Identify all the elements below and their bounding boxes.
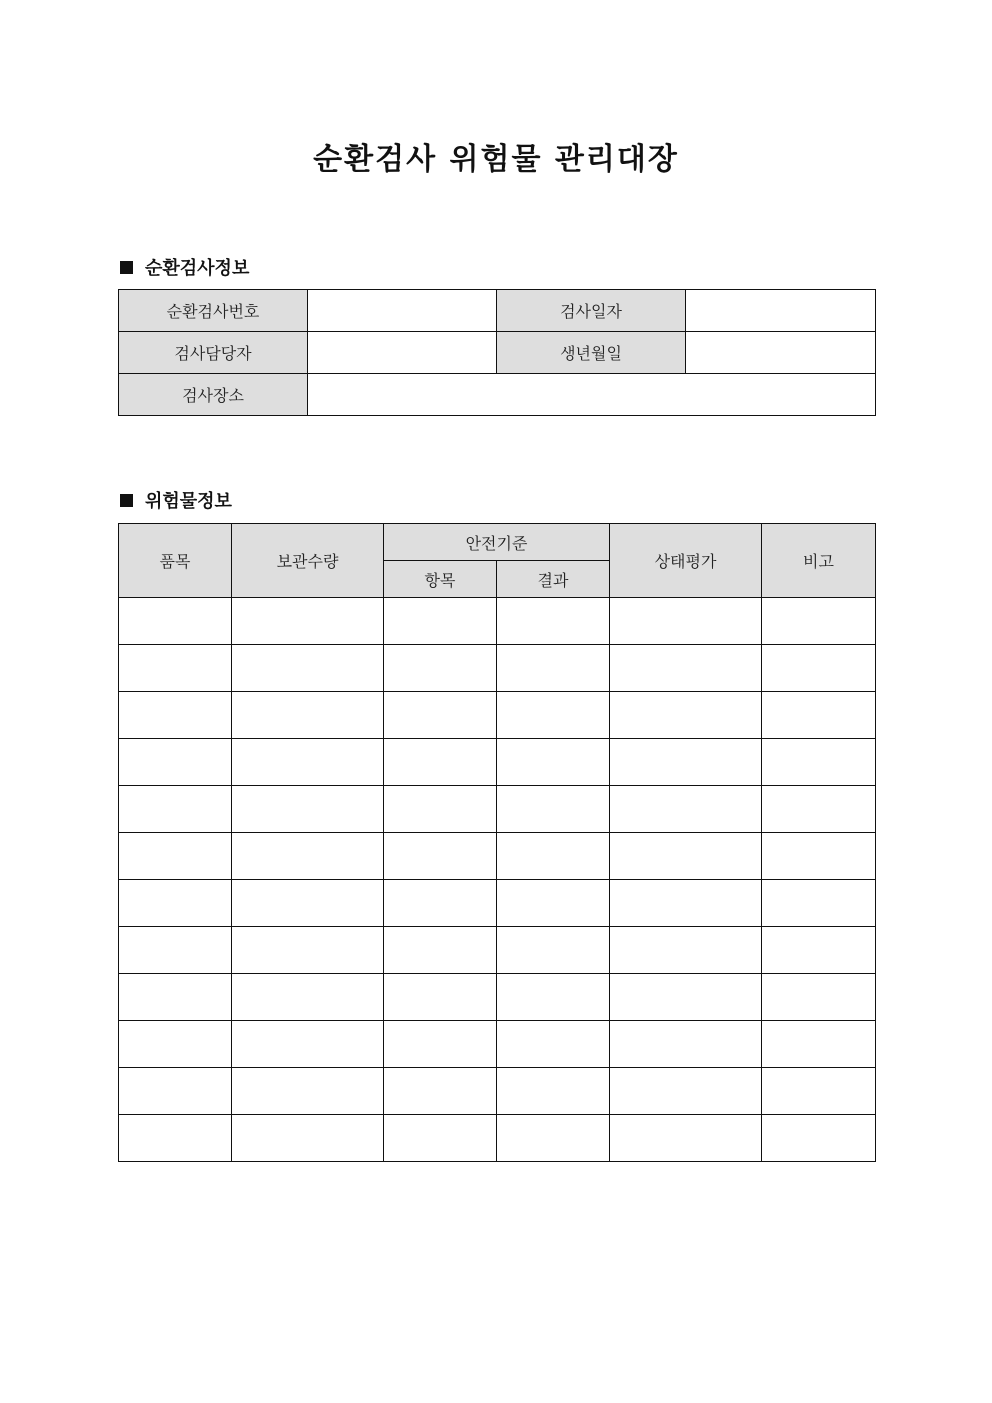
hazard-table-body — [119, 598, 876, 1162]
square-bullet-icon — [120, 494, 133, 507]
standard-item-cell[interactable] — [384, 645, 497, 692]
inspection-date-field[interactable] — [686, 290, 876, 332]
quantity-cell[interactable] — [232, 598, 384, 645]
standard-result-cell[interactable] — [497, 598, 610, 645]
item-cell[interactable] — [119, 786, 232, 833]
table-row — [119, 1021, 876, 1068]
standard-result-cell[interactable] — [497, 692, 610, 739]
remarks-cell[interactable] — [762, 927, 876, 974]
column-header-standard-result: 결과 — [497, 561, 610, 598]
quantity-cell[interactable] — [232, 645, 384, 692]
birth-date-field[interactable] — [686, 332, 876, 374]
standard-item-cell[interactable] — [384, 1068, 497, 1115]
section-heading-label: 순환검사정보 — [145, 258, 250, 279]
inspection-info-table — [118, 289, 876, 416]
standard-item-cell[interactable] — [384, 927, 497, 974]
evaluation-cell[interactable] — [610, 1115, 762, 1162]
quantity-cell[interactable] — [232, 1115, 384, 1162]
standard-item-cell[interactable] — [384, 1115, 497, 1162]
table-row — [119, 374, 876, 416]
quantity-cell[interactable] — [232, 833, 384, 880]
standard-result-cell[interactable] — [497, 927, 610, 974]
remarks-cell[interactable] — [762, 786, 876, 833]
table-row — [119, 927, 876, 974]
standard-result-cell[interactable] — [497, 1068, 610, 1115]
table-row — [119, 290, 876, 332]
evaluation-cell[interactable] — [610, 645, 762, 692]
remarks-cell[interactable] — [762, 833, 876, 880]
section-heading-label: 위험물정보 — [145, 491, 232, 512]
standard-item-cell[interactable] — [384, 1021, 497, 1068]
column-header-remarks: 비고 — [762, 524, 876, 598]
item-cell[interactable] — [119, 1068, 232, 1115]
evaluation-cell[interactable] — [610, 1021, 762, 1068]
quantity-cell[interactable] — [232, 1068, 384, 1115]
inspection-number-label: 순환검사번호 — [119, 290, 308, 332]
item-cell[interactable] — [119, 833, 232, 880]
square-bullet-icon — [120, 261, 133, 274]
table-row — [119, 1068, 876, 1115]
item-cell[interactable] — [119, 692, 232, 739]
table-row — [119, 786, 876, 833]
remarks-cell[interactable] — [762, 880, 876, 927]
item-cell[interactable] — [119, 927, 232, 974]
section-heading-hazard-info — [120, 487, 232, 513]
birth-date-label: 생년월일 — [497, 332, 686, 374]
inspection-number-field[interactable] — [308, 290, 497, 332]
evaluation-cell[interactable] — [610, 1068, 762, 1115]
standard-result-cell[interactable] — [497, 1021, 610, 1068]
column-header-quantity: 보관수량 — [232, 524, 384, 598]
section-heading-inspection-info — [120, 254, 249, 280]
standard-result-cell[interactable] — [497, 1115, 610, 1162]
standard-item-cell[interactable] — [384, 692, 497, 739]
column-header-evaluation: 상태평가 — [610, 524, 762, 598]
standard-item-cell[interactable] — [384, 598, 497, 645]
column-header-item: 품목 — [119, 524, 232, 598]
evaluation-cell[interactable] — [610, 927, 762, 974]
standard-item-cell[interactable] — [384, 974, 497, 1021]
inspector-field[interactable] — [308, 332, 497, 374]
standard-result-cell[interactable] — [497, 645, 610, 692]
quantity-cell[interactable] — [232, 786, 384, 833]
quantity-cell[interactable] — [232, 739, 384, 786]
standard-result-cell[interactable] — [497, 833, 610, 880]
standard-item-cell[interactable] — [384, 833, 497, 880]
table-row — [119, 692, 876, 739]
remarks-cell[interactable] — [762, 1021, 876, 1068]
table-row — [119, 645, 876, 692]
evaluation-cell[interactable] — [610, 974, 762, 1021]
evaluation-cell[interactable] — [610, 598, 762, 645]
quantity-cell[interactable] — [232, 927, 384, 974]
remarks-cell[interactable] — [762, 645, 876, 692]
table-row — [119, 1115, 876, 1162]
item-cell[interactable] — [119, 645, 232, 692]
standard-result-cell[interactable] — [497, 974, 610, 1021]
hazard-info-table — [118, 523, 876, 1162]
item-cell[interactable] — [119, 598, 232, 645]
remarks-cell[interactable] — [762, 1115, 876, 1162]
table-header-row — [119, 524, 876, 561]
item-cell[interactable] — [119, 1021, 232, 1068]
table-row — [119, 833, 876, 880]
column-header-safety-standard: 안전기준 — [384, 524, 610, 561]
remarks-cell[interactable] — [762, 692, 876, 739]
evaluation-cell[interactable] — [610, 833, 762, 880]
standard-result-cell[interactable] — [497, 880, 610, 927]
remarks-cell[interactable] — [762, 974, 876, 1021]
standard-item-cell[interactable] — [384, 786, 497, 833]
table-row — [119, 739, 876, 786]
standard-result-cell[interactable] — [497, 786, 610, 833]
item-cell[interactable] — [119, 1115, 232, 1162]
standard-item-cell[interactable] — [384, 739, 497, 786]
quantity-cell[interactable] — [232, 880, 384, 927]
table-row — [119, 332, 876, 374]
remarks-cell[interactable] — [762, 1068, 876, 1115]
standard-result-cell[interactable] — [497, 739, 610, 786]
quantity-cell[interactable] — [232, 1021, 384, 1068]
inspector-label: 검사담당자 — [119, 332, 308, 374]
evaluation-cell[interactable] — [610, 786, 762, 833]
quantity-cell[interactable] — [232, 974, 384, 1021]
evaluation-cell[interactable] — [610, 880, 762, 927]
table-row — [119, 598, 876, 645]
table-row — [119, 974, 876, 1021]
standard-item-cell[interactable] — [384, 880, 497, 927]
item-cell[interactable] — [119, 880, 232, 927]
location-label: 검사장소 — [119, 374, 308, 416]
document-title: 순환검사 위험물 관리대장 — [313, 142, 679, 177]
item-cell[interactable] — [119, 974, 232, 1021]
inspection-date-label: 검사일자 — [497, 290, 686, 332]
location-field[interactable] — [308, 374, 876, 416]
evaluation-cell[interactable] — [610, 692, 762, 739]
quantity-cell[interactable] — [232, 692, 384, 739]
remarks-cell[interactable] — [762, 598, 876, 645]
remarks-cell[interactable] — [762, 739, 876, 786]
column-header-standard-item: 항목 — [384, 561, 497, 598]
evaluation-cell[interactable] — [610, 739, 762, 786]
item-cell[interactable] — [119, 739, 232, 786]
table-row — [119, 880, 876, 927]
